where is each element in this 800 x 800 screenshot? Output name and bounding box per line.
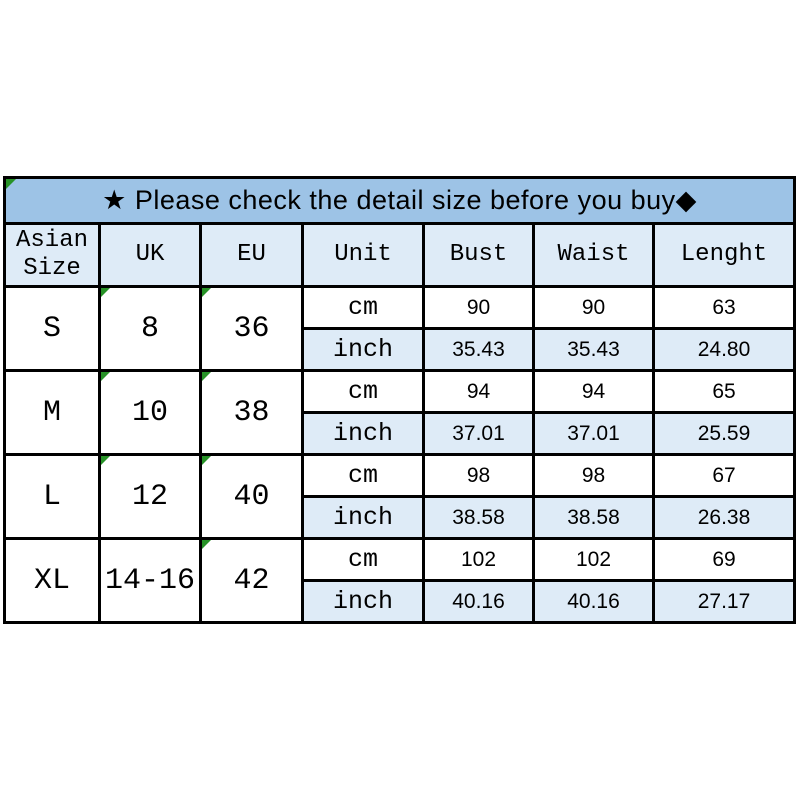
eu-size-cell — [201, 539, 303, 623]
length-value-cell: 67 — [654, 455, 795, 497]
column-header-row — [5, 224, 795, 287]
asian-size-cell: S — [5, 287, 100, 371]
green-corner-flag-icon — [202, 372, 211, 381]
waist-value-cell: 102 — [534, 539, 654, 581]
uk-size-value: 8 — [140, 311, 159, 346]
length-value-cell: 65 — [654, 371, 795, 413]
length-value-cell: 69 — [654, 539, 795, 581]
table-row-xl-cm — [5, 539, 795, 581]
column-header-bust: Bust — [424, 224, 534, 287]
size-table — [3, 176, 796, 624]
green-corner-flag-icon — [202, 288, 211, 297]
unit-cell-cm: cm — [303, 455, 424, 497]
unit-cell-inch: inch — [303, 413, 424, 455]
waist-value-cell: 38.58 — [534, 497, 654, 539]
uk-size-cell — [100, 371, 201, 455]
bust-value-cell: 40.16 — [424, 581, 534, 623]
banner-bar — [5, 178, 795, 224]
star-icon: ★ — [102, 185, 127, 215]
table-row-s-cm — [5, 287, 795, 329]
length-value-cell: 27.17 — [654, 581, 795, 623]
size-table-wrap — [3, 176, 796, 624]
bust-value-cell: 102 — [424, 539, 534, 581]
green-corner-flag-icon — [101, 456, 110, 465]
asian-size-cell: XL — [5, 539, 100, 623]
unit-cell-inch: inch — [303, 329, 424, 371]
green-corner-flag-icon — [101, 372, 110, 381]
eu-size-cell — [201, 371, 303, 455]
uk-size-cell — [100, 539, 201, 623]
waist-value-cell: 98 — [534, 455, 654, 497]
eu-size-value: 42 — [233, 563, 270, 598]
waist-value-cell: 35.43 — [534, 329, 654, 371]
eu-size-value: 36 — [233, 311, 270, 346]
banner-text: Please check the detail size before you buy — [126, 185, 676, 215]
uk-size-value: 12 — [131, 479, 168, 514]
table-row-l-cm — [5, 455, 795, 497]
waist-value-cell: 40.16 — [534, 581, 654, 623]
unit-cell-cm: cm — [303, 287, 424, 329]
table-row-m-cm — [5, 371, 795, 413]
bust-value-cell: 90 — [424, 287, 534, 329]
column-header-asian-size: Asian Size — [5, 224, 100, 287]
bust-value-cell: 38.58 — [424, 497, 534, 539]
waist-value-cell: 37.01 — [534, 413, 654, 455]
unit-cell-cm: cm — [303, 539, 424, 581]
unit-cell-inch: inch — [303, 497, 424, 539]
waist-value-cell: 90 — [534, 287, 654, 329]
unit-cell-cm: cm — [303, 371, 424, 413]
bust-value-cell: 98 — [424, 455, 534, 497]
column-header-waist: Waist — [534, 224, 654, 287]
length-value-cell: 26.38 — [654, 497, 795, 539]
asian-size-cell: M — [5, 371, 100, 455]
eu-size-cell — [201, 455, 303, 539]
uk-size-cell — [100, 287, 201, 371]
eu-size-value: 40 — [233, 479, 270, 514]
banner-row — [5, 178, 795, 224]
uk-size-value: 10 — [131, 395, 168, 430]
column-header-eu: EU — [201, 224, 303, 287]
unit-cell-inch: inch — [303, 581, 424, 623]
eu-size-value: 38 — [233, 395, 270, 430]
green-corner-flag-icon — [101, 288, 110, 297]
waist-value-cell: 94 — [534, 371, 654, 413]
bust-value-cell: 94 — [424, 371, 534, 413]
diamond-icon: ◆ — [675, 185, 697, 215]
green-corner-flag-icon — [6, 179, 16, 189]
length-value-cell: 25.59 — [654, 413, 795, 455]
eu-size-cell — [201, 287, 303, 371]
column-header-uk: UK — [100, 224, 201, 287]
length-value-cell: 24.80 — [654, 329, 795, 371]
green-corner-flag-icon — [202, 540, 211, 549]
asian-size-cell: L — [5, 455, 100, 539]
green-corner-flag-icon — [202, 456, 211, 465]
bust-value-cell: 35.43 — [424, 329, 534, 371]
bust-value-cell: 37.01 — [424, 413, 534, 455]
uk-size-value: 14-16 — [104, 563, 195, 598]
length-value-cell: 63 — [654, 287, 795, 329]
column-header-length: Lenght — [654, 224, 795, 287]
column-header-unit: Unit — [303, 224, 424, 287]
uk-size-cell — [100, 455, 201, 539]
